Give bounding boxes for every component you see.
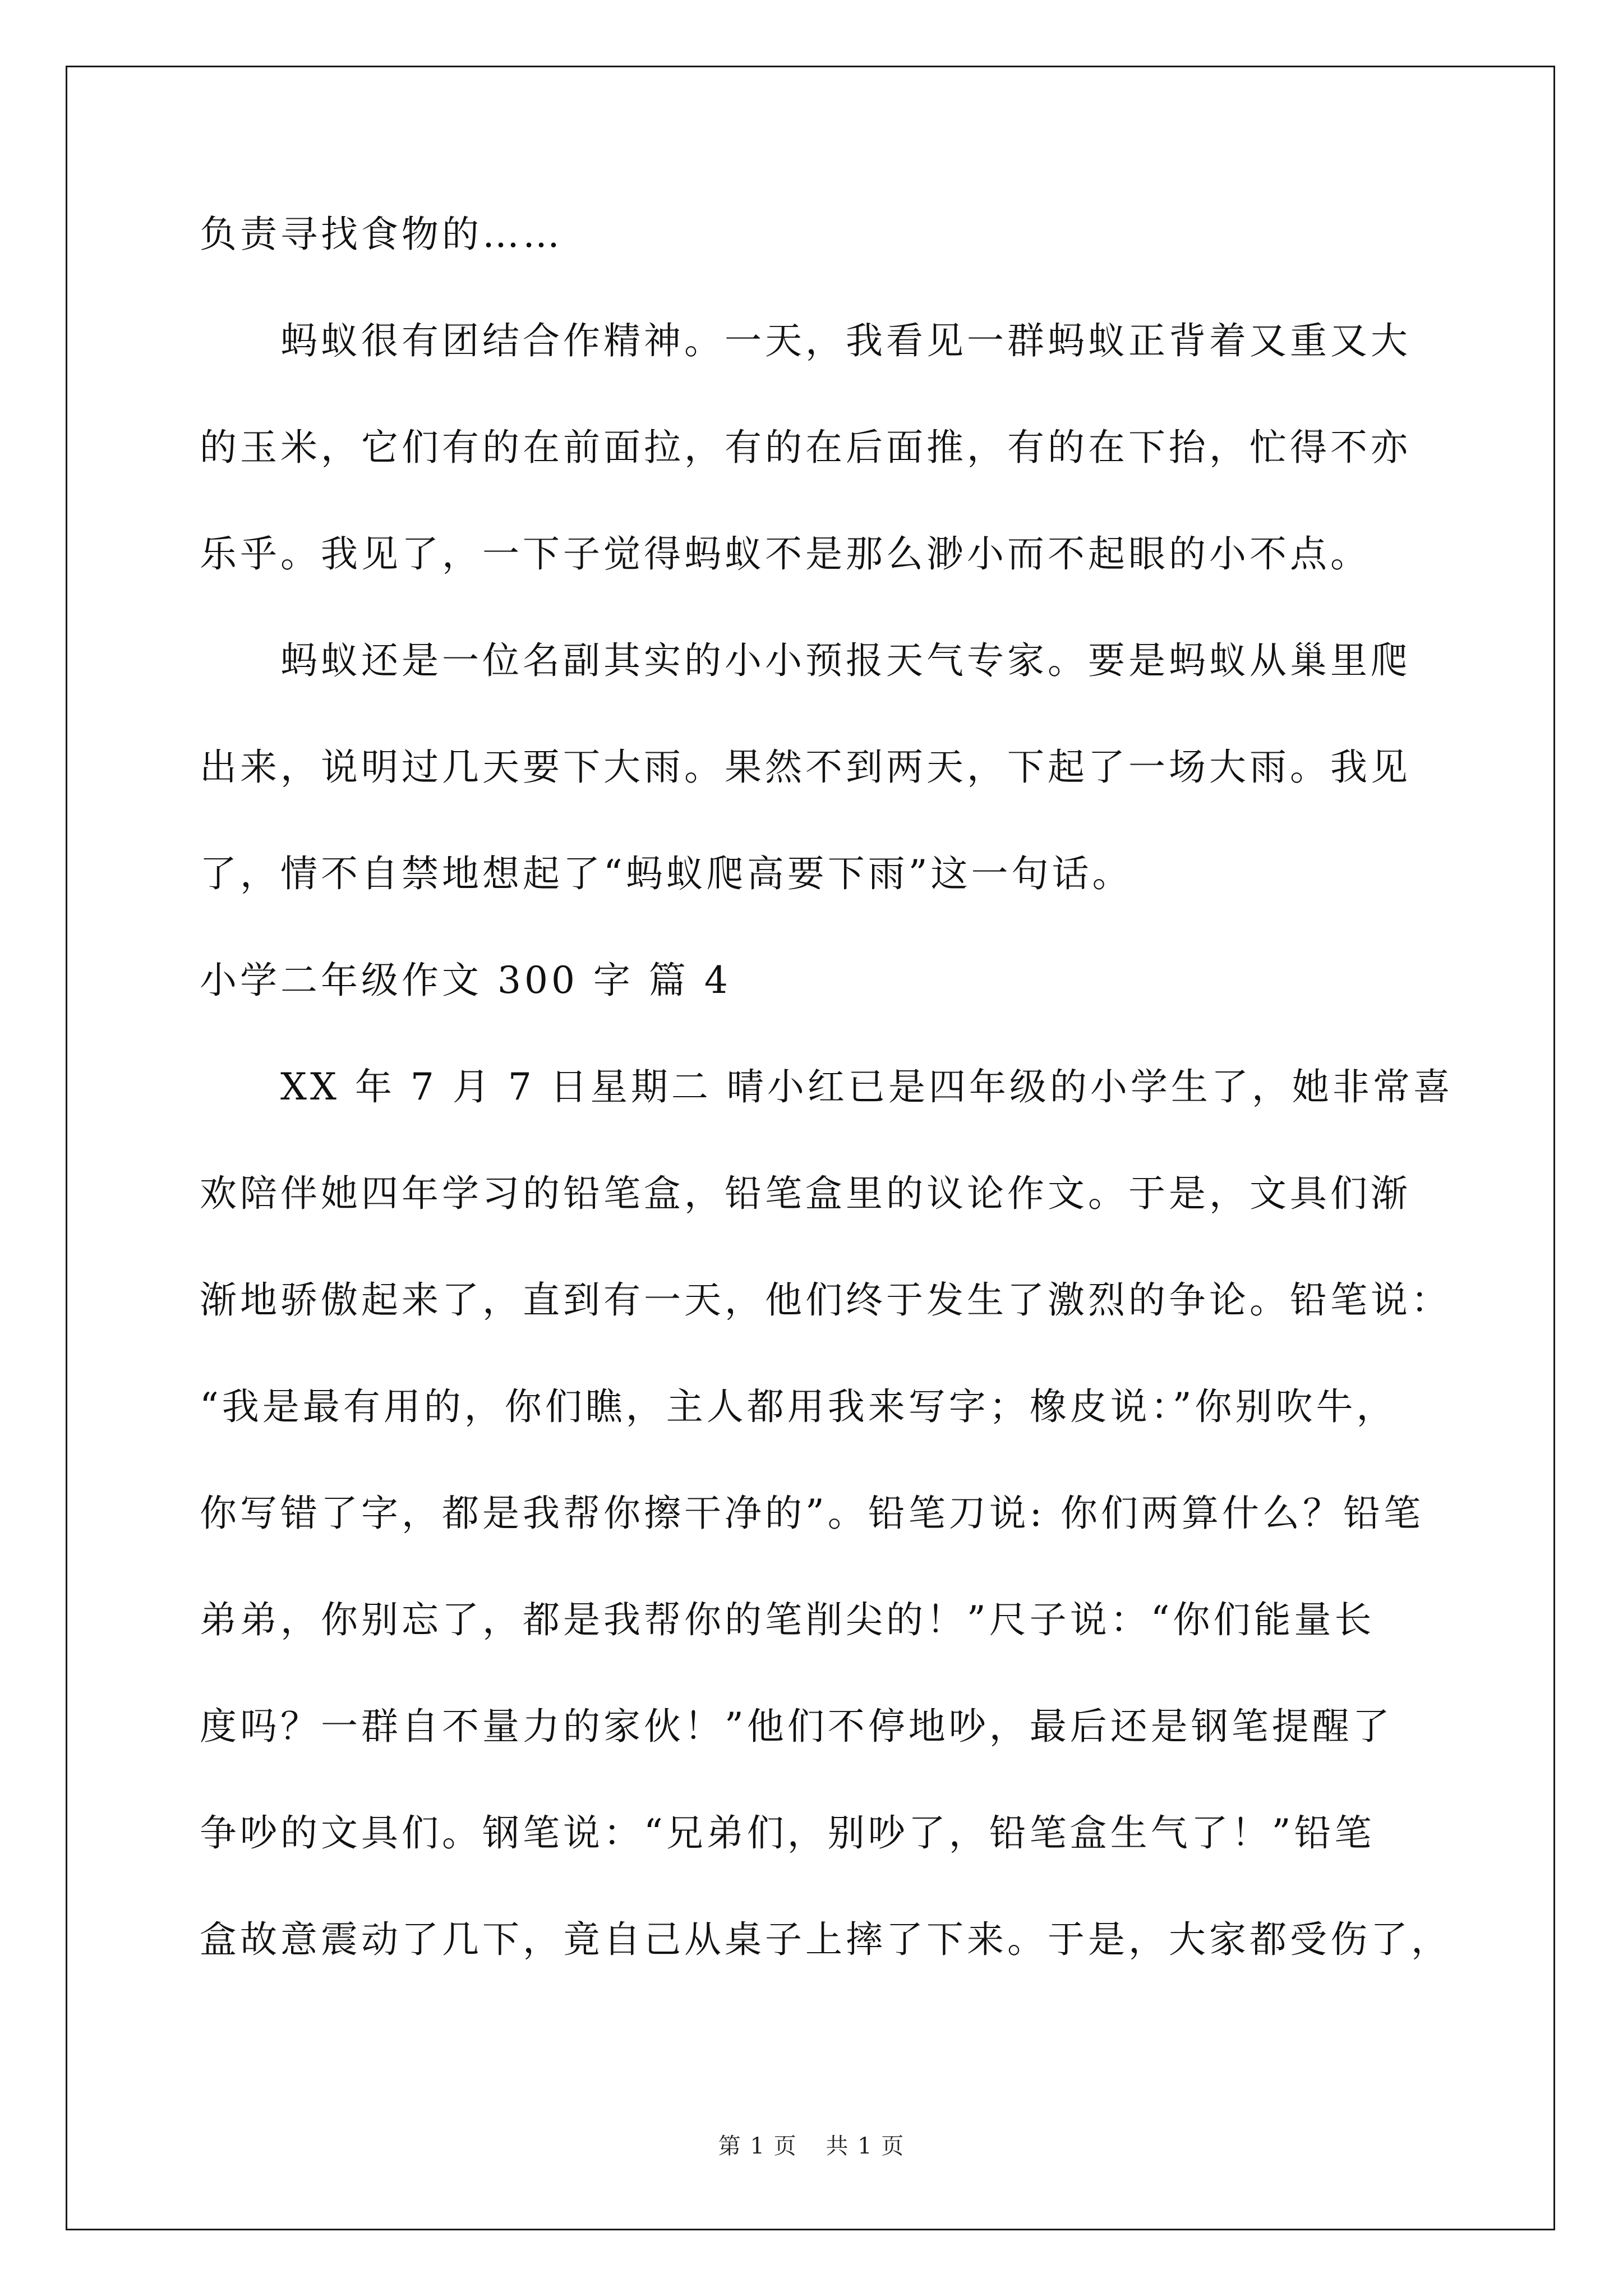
text-line: 度吗？一群自不量力的家伙！”他们不停地吵，最后还是钢笔提醒了 xyxy=(200,1705,1393,1748)
text-line: “我是最有用的，你们瞧，主人都用我来写字；橡皮说：”你别吹牛， xyxy=(200,1385,1397,1428)
text-line: 出来，说明过几天要下大雨。果然不到两天，下起了一场大雨。我见 xyxy=(200,746,1411,789)
text-line: 负责寻找食物的…… xyxy=(200,213,563,256)
section-heading: 小学二年级作文 300 字 篇 4 xyxy=(200,959,731,1002)
page-footer xyxy=(0,2135,1623,2157)
text-line: 争吵的文具们。钢笔说：“兄弟们，别吵了，铅笔盒生气了！”铅笔 xyxy=(200,1811,1375,1855)
document-body xyxy=(200,213,1456,2028)
text-line: 渐地骄傲起来了，直到有一天，他们终于发生了激烈的争论。铅笔说： xyxy=(200,1278,1451,1322)
text-line: 弟弟，你别忘了，都是我帮你的笔削尖的！”尺子说：“你们能量长 xyxy=(200,1598,1375,1641)
text-line: 你写错了字，都是我帮你擦干净的”。铅笔刀说: 你们两算什么？铅笔 xyxy=(200,1492,1424,1535)
text-line: 蚂蚁很有团结合作精神。一天，我看见一群蚂蚁正背着又重又大 xyxy=(200,319,1411,362)
text-line: 盒故意震动了几下，竟自己从桌子上摔了下来。于是，大家都受伤了， xyxy=(200,1918,1451,1961)
page-number: 第 1 页 xyxy=(718,2133,797,2159)
page-total: 共 1 页 xyxy=(826,2133,905,2159)
text-line: 蚂蚁还是一位名副其实的小小预报天气专家。要是蚂蚁从巢里爬 xyxy=(200,639,1411,682)
text-line: 乐乎。我见了，一下子觉得蚂蚁不是那么渺小而不起眼的小不点。 xyxy=(200,532,1371,576)
text-line: 欢陪伴她四年学习的铅笔盒，铅笔盒里的议论作文。于是，文具们渐 xyxy=(200,1172,1411,1215)
text-line: 了，情不自禁地想起了“蚂蚁爬高要下雨”这一句话。 xyxy=(200,852,1133,895)
text-line: XX 年 7 月 7 日星期二 晴小红已是四年级的小学生了，她非常喜 xyxy=(200,1065,1454,1108)
text-line: 的玉米，它们有的在前面拉，有的在后面推，有的在下抬，忙得不亦 xyxy=(200,426,1411,469)
